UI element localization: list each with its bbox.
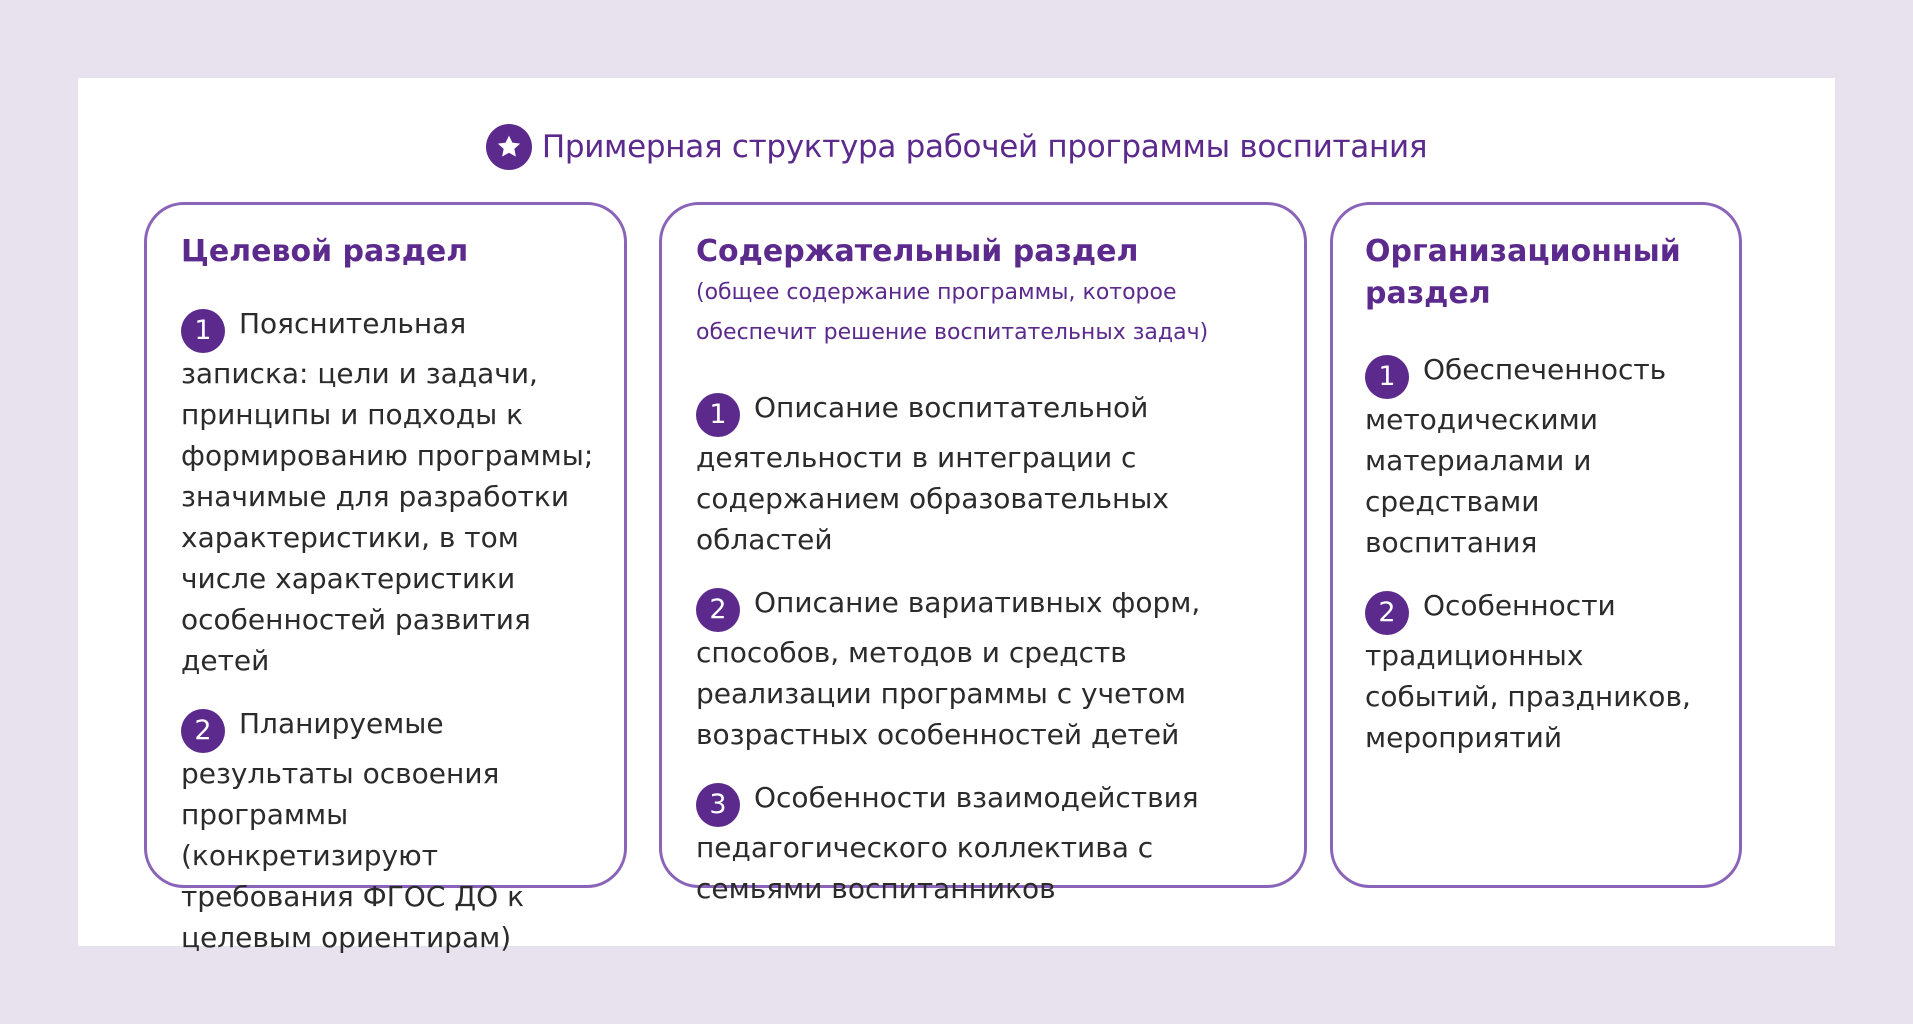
section-subtitle: (общее содержание программы, которое обеспечит решение воспитательных задач): [696, 280, 1209, 345]
section-item: [696, 777, 1282, 909]
item-text: Особенности взаимодействия педагогического коллектива с семьями воспитанников: [696, 781, 1199, 905]
section-items: [181, 303, 602, 958]
section-item: [1365, 349, 1717, 563]
section-card-content: [659, 202, 1307, 905]
item-number-badge: 2: [696, 588, 740, 632]
item-text: Описание воспитательной деятельности в интеграции с содержанием образовательных областей: [696, 391, 1169, 556]
item-number-badge: 2: [1365, 591, 1409, 635]
item-number-badge: 1: [1365, 355, 1409, 399]
item-number-badge: 2: [181, 709, 225, 753]
star-icon: [486, 124, 532, 170]
section-item: [696, 582, 1282, 755]
section-items: [1365, 349, 1717, 758]
diagram-title: Примерная структура рабочей программы воспитания: [541, 129, 1428, 165]
section-item: [1365, 585, 1717, 758]
item-text: Пояснительная записка: цели и задачи, принципы и подходы к формированию программы; значимые для разработки характеристики, в том числе характеристики особенностей развития детей: [181, 307, 594, 677]
section-items: [696, 387, 1282, 909]
item-number-badge: 3: [696, 783, 740, 827]
section-title: Содержательный раздел: [696, 234, 1139, 269]
section-item: [181, 303, 602, 681]
section-item: [696, 387, 1282, 560]
item-text: Планируемые результаты освоения программы (конкретизируют требования ФГОС ДО к целевым ориентирам): [181, 707, 525, 954]
item-number-badge: 1: [696, 393, 740, 437]
item-text: Обеспеченность методическими материалами и средствами воспитания: [1365, 353, 1667, 559]
section-title: Организационный раздел: [1365, 234, 1681, 311]
diagram-header: [78, 124, 1835, 170]
section-card-target: [144, 202, 627, 954]
section-item: [181, 703, 602, 958]
section-card-organizational: [1330, 202, 1742, 888]
item-text: Описание вариативных форм, способов, методов и средств реализации программы с учетом возрастных особенностей детей: [696, 586, 1201, 751]
item-number-badge: 1: [181, 309, 225, 353]
item-text: Особенности традиционных событий, праздников, мероприятий: [1365, 589, 1691, 754]
diagram-panel: [78, 78, 1835, 954]
section-title: Целевой раздел: [181, 234, 469, 269]
